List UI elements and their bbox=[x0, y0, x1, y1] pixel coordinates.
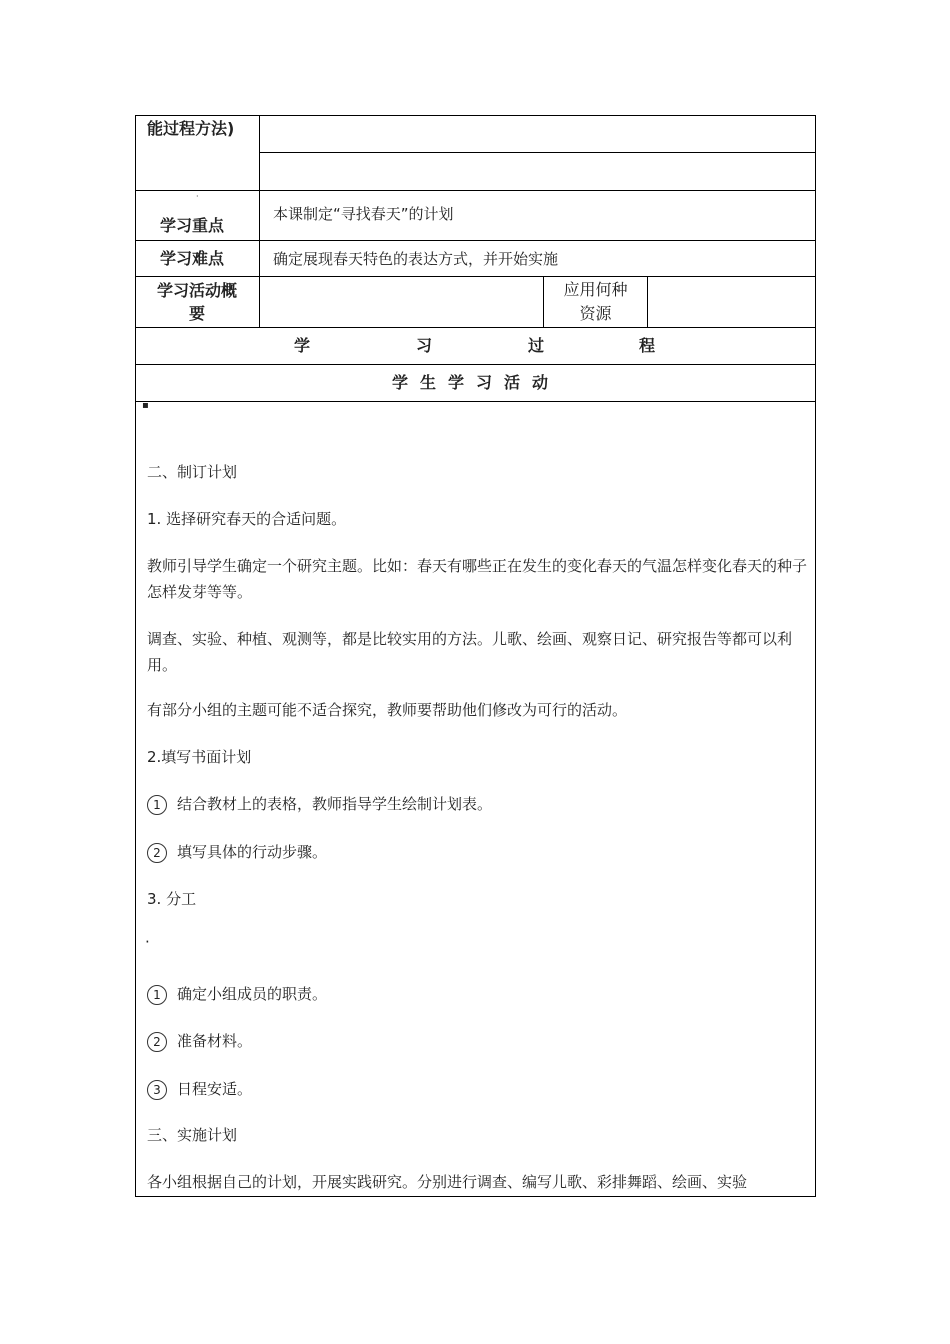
para1: 教师引导学生确定一个研究主题。比如：春天有哪些正在发生的变化春天的气温怎样变化春天的种子怎样发芽等等。 bbox=[147, 557, 808, 601]
table-border-top bbox=[135, 115, 816, 116]
table-border-row6 bbox=[135, 401, 816, 402]
table-border-bottom bbox=[135, 1196, 816, 1197]
process-char-2: 习 bbox=[416, 336, 433, 355]
table-row1-split bbox=[259, 152, 816, 153]
sub3-3 bbox=[147, 1078, 252, 1100]
row4-label-line2: 要 bbox=[188, 304, 205, 323]
row3-label: 学习难点 bbox=[160, 249, 225, 268]
activities-title: 学生学习活动 bbox=[392, 373, 561, 392]
circle-number-1: 1 bbox=[147, 985, 167, 1005]
row4-resource-line1: 应用何种 bbox=[563, 280, 628, 299]
process-char-3: 过 bbox=[528, 336, 545, 355]
row1-label: 能过程方法) bbox=[147, 119, 235, 138]
item2-title: 2.填写书面计划 bbox=[147, 748, 252, 766]
dot-mark: · bbox=[145, 933, 150, 951]
process-char-4: 程 bbox=[639, 336, 656, 355]
row4-label-line1: 学习活动概 bbox=[156, 281, 237, 300]
item3-title: 3. 分工 bbox=[147, 890, 197, 908]
item1-title: 1. 选择研究春天的合适问题。 bbox=[147, 510, 347, 528]
row4-resource-line2: 资源 bbox=[579, 304, 612, 323]
table-border-row4 bbox=[135, 327, 816, 328]
circle-number-2: 2 bbox=[147, 843, 167, 863]
row2-value: 本课制定“寻找春天”的计划 bbox=[273, 205, 454, 223]
sub2-1 bbox=[147, 793, 492, 815]
sub2-2 bbox=[147, 841, 327, 863]
circle-number-3: 3 bbox=[147, 1080, 167, 1100]
table-border-row5 bbox=[135, 364, 816, 365]
sub3-1 bbox=[147, 983, 327, 1005]
para4: 各小组根据自己的计划，开展实践研究。分别进行调查、编写儿歌、彩排舞蹈、绘画、实验 bbox=[147, 1173, 748, 1191]
table-border-row3 bbox=[135, 276, 816, 277]
sub3-2 bbox=[147, 1030, 252, 1052]
circle-number-2: 2 bbox=[147, 1032, 167, 1052]
sub3-2-text: 准备材料。 bbox=[177, 1032, 253, 1050]
circle-number-1: 1 bbox=[147, 795, 167, 815]
row3-value: 确定展现春天特色的表达方式，并开始实施 bbox=[273, 250, 559, 268]
sub3-1-text: 确定小组成员的职责。 bbox=[177, 985, 328, 1003]
bullet-mark: ▪ bbox=[142, 400, 149, 411]
section3-title: 三、实施计划 bbox=[147, 1126, 238, 1144]
section2-title: 二、制订计划 bbox=[147, 463, 238, 481]
sub2-1-text: 结合教材上的表格，教师指导学生绘制计划表。 bbox=[177, 795, 493, 813]
row2-mark: · bbox=[196, 192, 199, 201]
sub3-3-text: 日程安适。 bbox=[177, 1080, 253, 1098]
table-label-divider bbox=[259, 115, 260, 327]
sub2-2-text: 填写具体的行动步骤。 bbox=[177, 843, 328, 861]
table-border-row1 bbox=[135, 190, 816, 191]
process-char-1: 学 bbox=[294, 336, 311, 355]
table-resource-divider-right bbox=[647, 276, 648, 327]
para2: 调查、实验、种植、观测等，都是比较实用的方法。儿歌、绘画、观察日记、研究报告等都可以利用。 bbox=[147, 630, 793, 674]
row2-label: 学习重点 bbox=[160, 216, 225, 235]
table-border-row2 bbox=[135, 240, 816, 241]
para3: 有部分小组的主题可能不适合探究，教师要帮助他们修改为可行的活动。 bbox=[147, 701, 628, 719]
table-border-left bbox=[135, 115, 136, 1197]
table-border-right bbox=[815, 115, 816, 1197]
